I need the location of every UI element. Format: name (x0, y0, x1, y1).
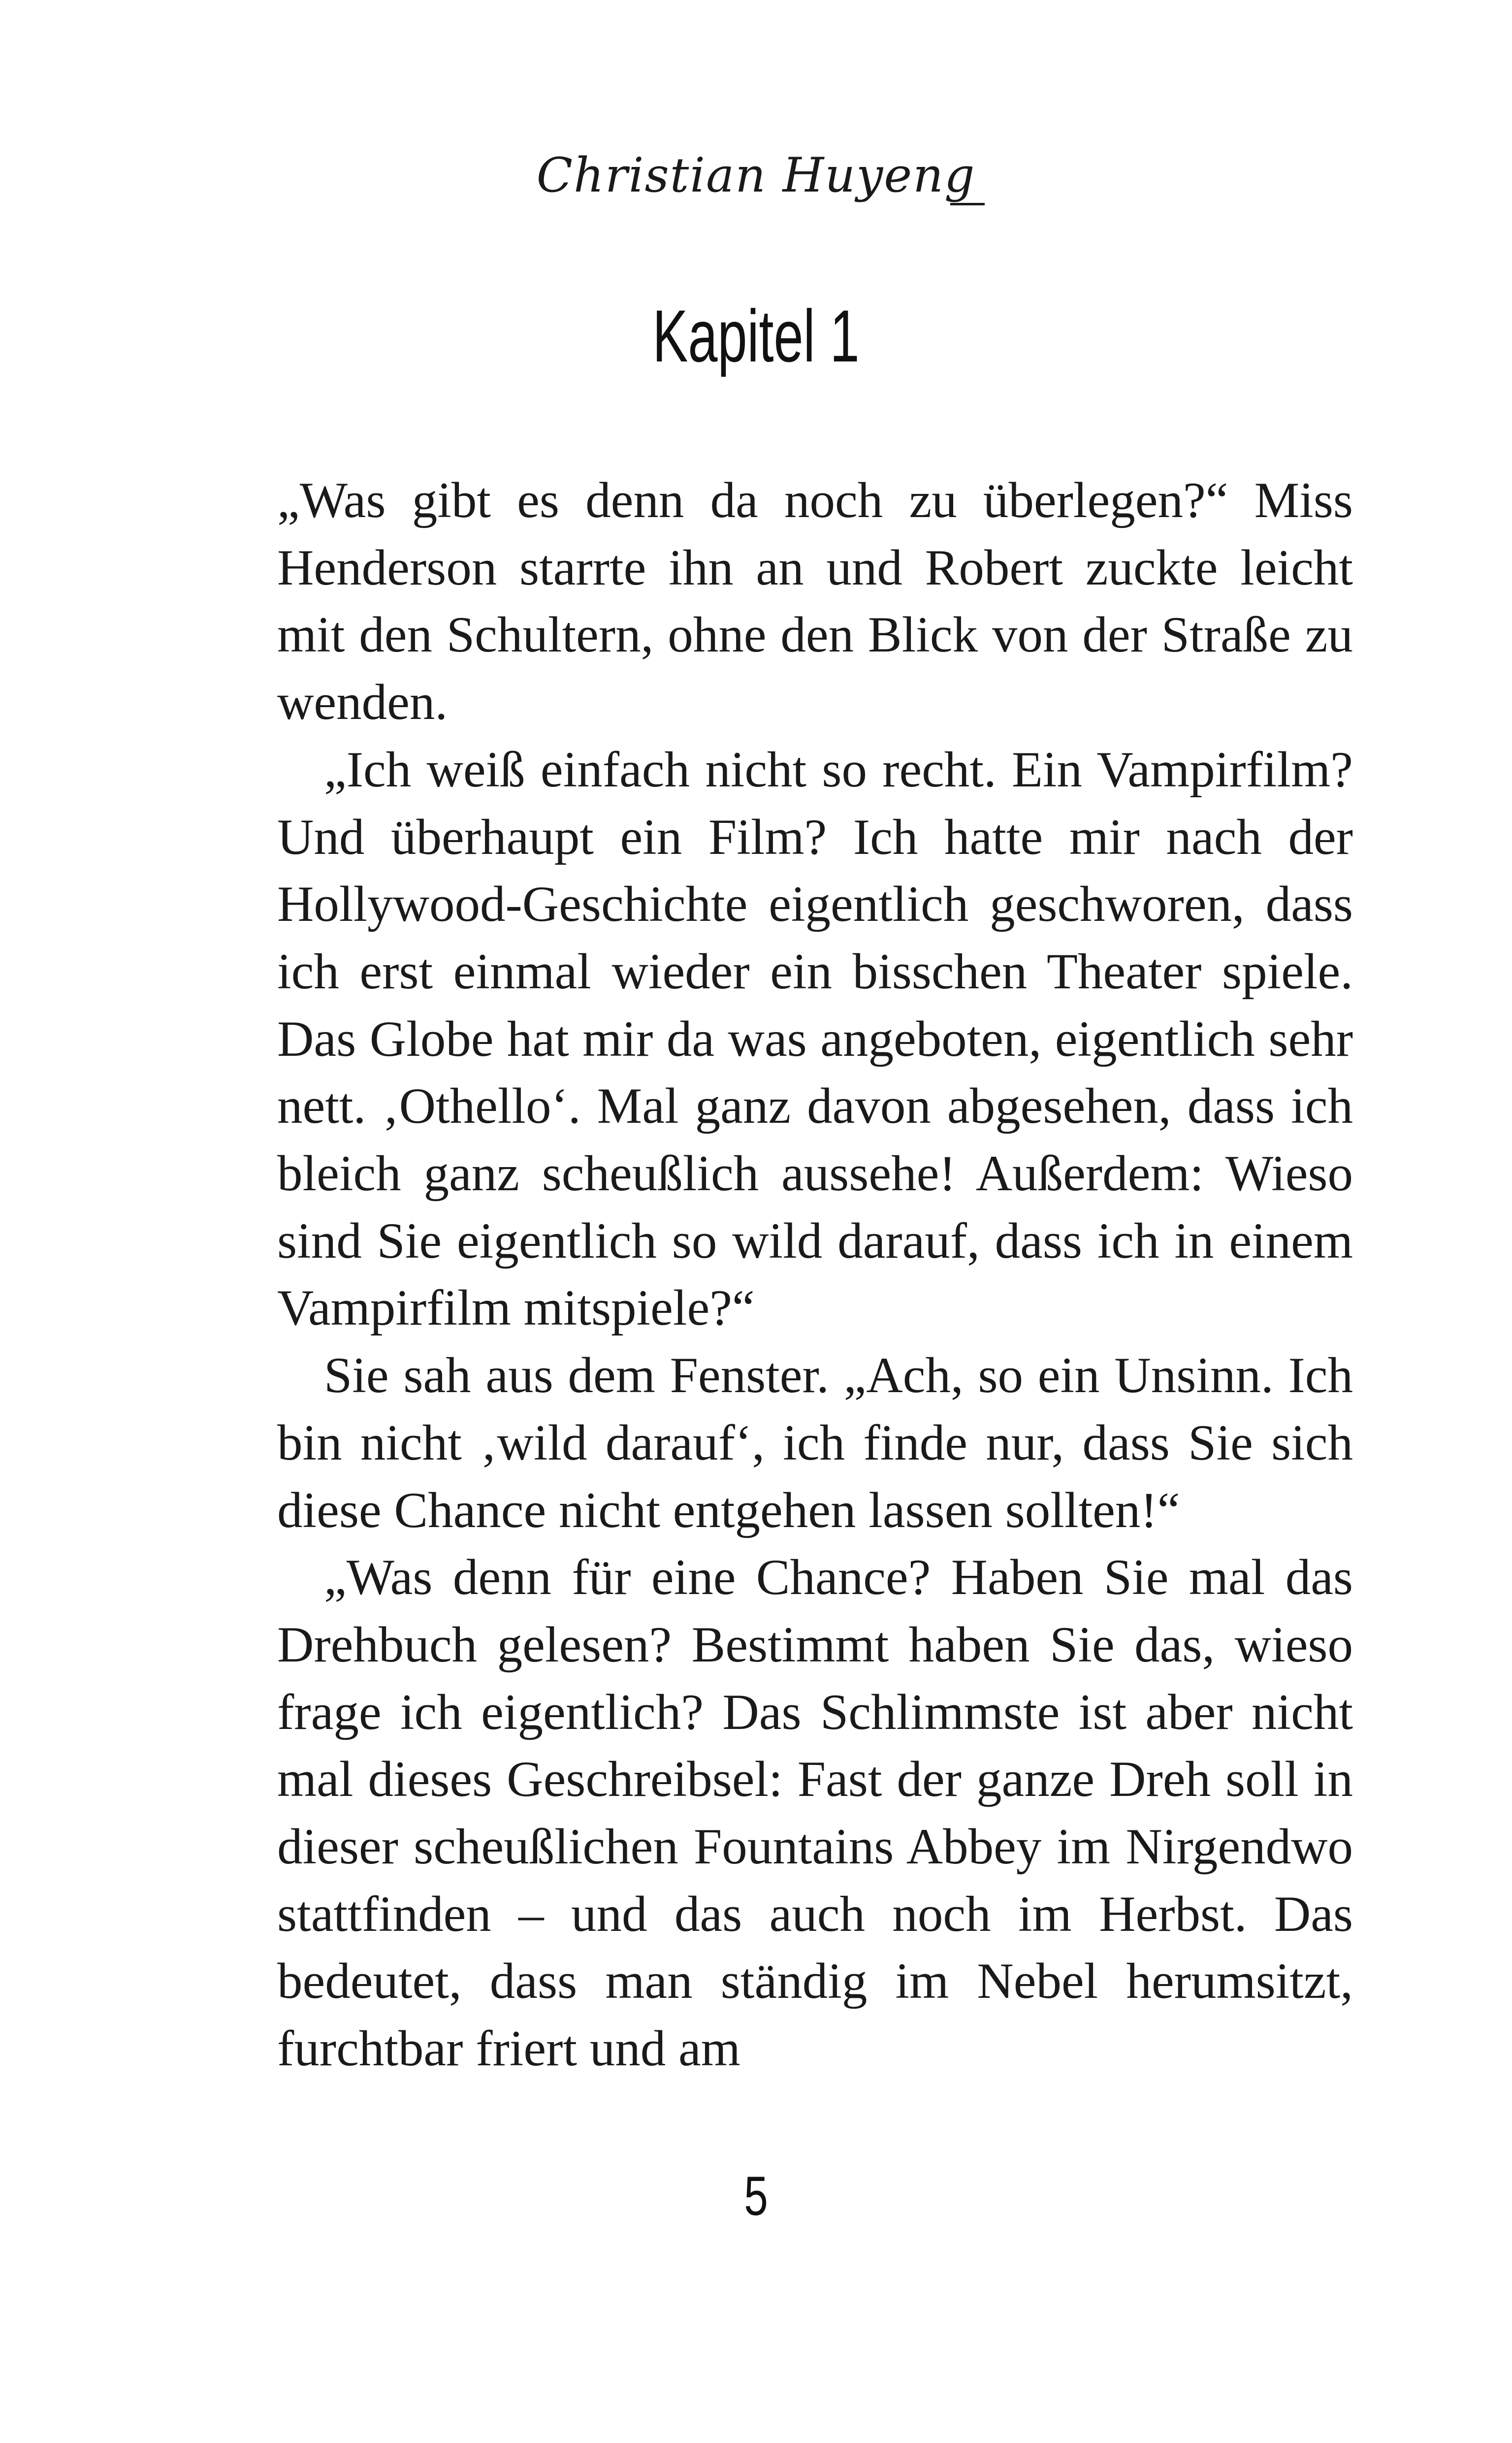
signature-underline (950, 203, 985, 205)
body-text (277, 467, 1353, 2083)
paragraph-3: Sie sah aus dem Fenster. „Ach, so ein Unsinn. Ich bin nicht ‚wild darauf‘, ich finde nur, dass Sie sich diese Chance nicht entgehen lassen sollten!“ (277, 1347, 1353, 1538)
page-number: 5 (744, 2165, 768, 2227)
paragraph-4: „Was denn für eine Chance? Haben Sie mal das Drehbuch gelesen? Bestimmt haben Sie das, wieso frage ich eigentlich? Das Schlimmste ist aber nicht mal dieses Geschreibsel: Fast der ganze Dreh soll in dieser scheußlichen Fountains Abbey im Nirgendwo stattfinden – und das auch noch im Herbst. Das bedeutet, dass man ständig im Nebel herumsitzt, furchtbar friert und am (277, 1549, 1353, 2077)
chapter-title: Kapitel 1 (652, 294, 860, 377)
running-header-author-signature: Christian Huyeng (536, 148, 976, 203)
paragraph-1: „Was gibt es denn da noch zu überlegen?“ Miss Henderson starrte ihn an und Robert zuckte leicht mit den Schultern, ohne den Blick von der Straße zu wenden. (277, 472, 1353, 731)
paragraph-2: „Ich weiß einfach nicht so recht. Ein Vampirfilm? Und überhaupt ein Film? Ich hatte mir nach der Hollywood-Geschichte eigentlich geschworen, dass ich erst einmal wieder ein bisschen Theater spiele. Das Globe hat mir da was angeboten, eigentlich sehr nett. ‚Othello‘. Mal ganz davon abgesehen, dass ich bleich ganz scheußlich aussehe! Außerdem: Wieso sind Sie eigentlich so wild darauf, dass ich in einem Vampirfilm mitspiele?“ (277, 741, 1353, 1336)
